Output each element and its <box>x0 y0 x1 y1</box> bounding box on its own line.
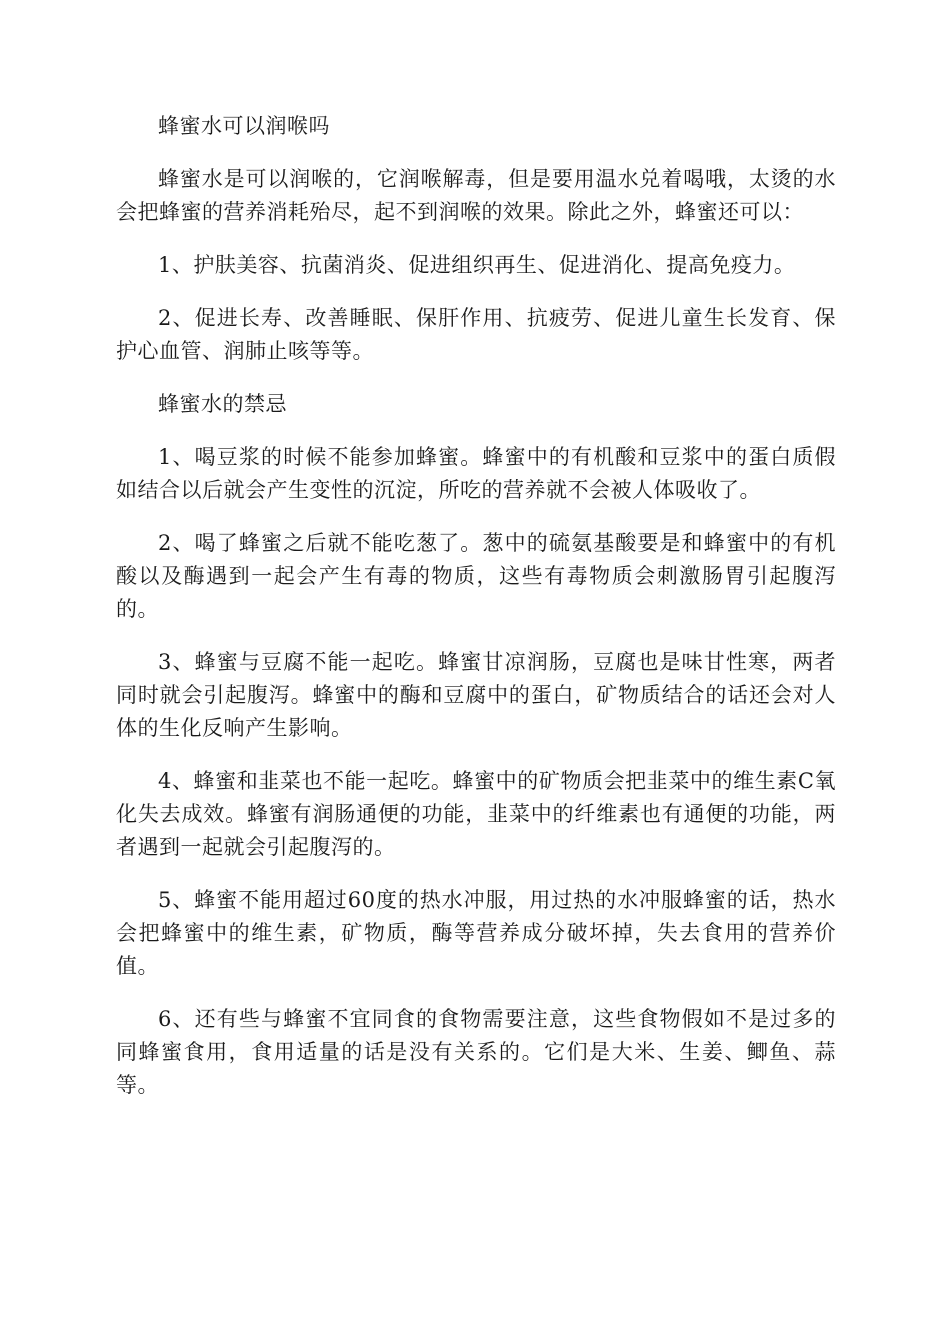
section-title-honey-throat: 蜂蜜水可以润喉吗 <box>158 114 330 138</box>
benefit-item-2: 2、促进长寿、改善睡眠、保肝作用、抗疲劳、促进儿童生长发育、保护心血管、润肺止咳等等。 <box>116 306 836 363</box>
benefit-item-1: 1、护肤美容、抗菌消炎、促进组织再生、促进消化、提高免疫力。 <box>158 253 796 277</box>
taboo-item-2: 2、喝了蜂蜜之后就不能吃葱了。葱中的硫氨基酸要是和蜂蜜中的有机酸以及酶遇到一起会产生有毒的物质，这些有毒物质会刺激肠胃引起腹泻的。 <box>116 531 836 621</box>
taboo-item-4: 4、蜂蜜和韭菜也不能一起吃。蜂蜜中的矿物质会把韭菜中的维生素C氧化失去成效。蜂蜜有润肠通便的功能，韭菜中的纤维素也有通便的功能，两者遇到一起就会引起腹泻的。 <box>116 769 836 859</box>
document-page <box>116 110 836 1122</box>
taboo-item-3: 3、蜂蜜与豆腐不能一起吃。蜂蜜甘凉润肠，豆腐也是味甘性寒，两者同时就会引起腹泻。蜂蜜中的酶和豆腐中的蛋白，矿物质结合的话还会对人体的生化反响产生影响。 <box>116 650 836 740</box>
section-title-taboos: 蜂蜜水的禁忌 <box>158 392 287 416</box>
taboo-item-5: 5、蜂蜜不能用超过60度的热水冲服，用过热的水冲服蜂蜜的话，热水会把蜂蜜中的维生素，矿物质，酶等营养成分破坏掉，失去食用的营养价值。 <box>116 888 836 978</box>
taboo-item-6: 6、还有些与蜂蜜不宜同食的食物需要注意，这些食物假如不是过多的同蜂蜜食用，食用适量的话是没有关系的。它们是大米、生姜、鲫鱼、蒜等。 <box>116 1007 836 1097</box>
intro-paragraph: 蜂蜜水是可以润喉的，它润喉解毒，但是要用温水兑着喝哦，太烫的水会把蜂蜜的营养消耗殆尽，起不到润喉的效果。除此之外，蜂蜜还可以： <box>116 167 836 224</box>
taboo-item-1: 1、喝豆浆的时候不能参加蜂蜜。蜂蜜中的有机酸和豆浆中的蛋白质假如结合以后就会产生变性的沉淀，所吃的营养就不会被人体吸收了。 <box>116 445 836 502</box>
